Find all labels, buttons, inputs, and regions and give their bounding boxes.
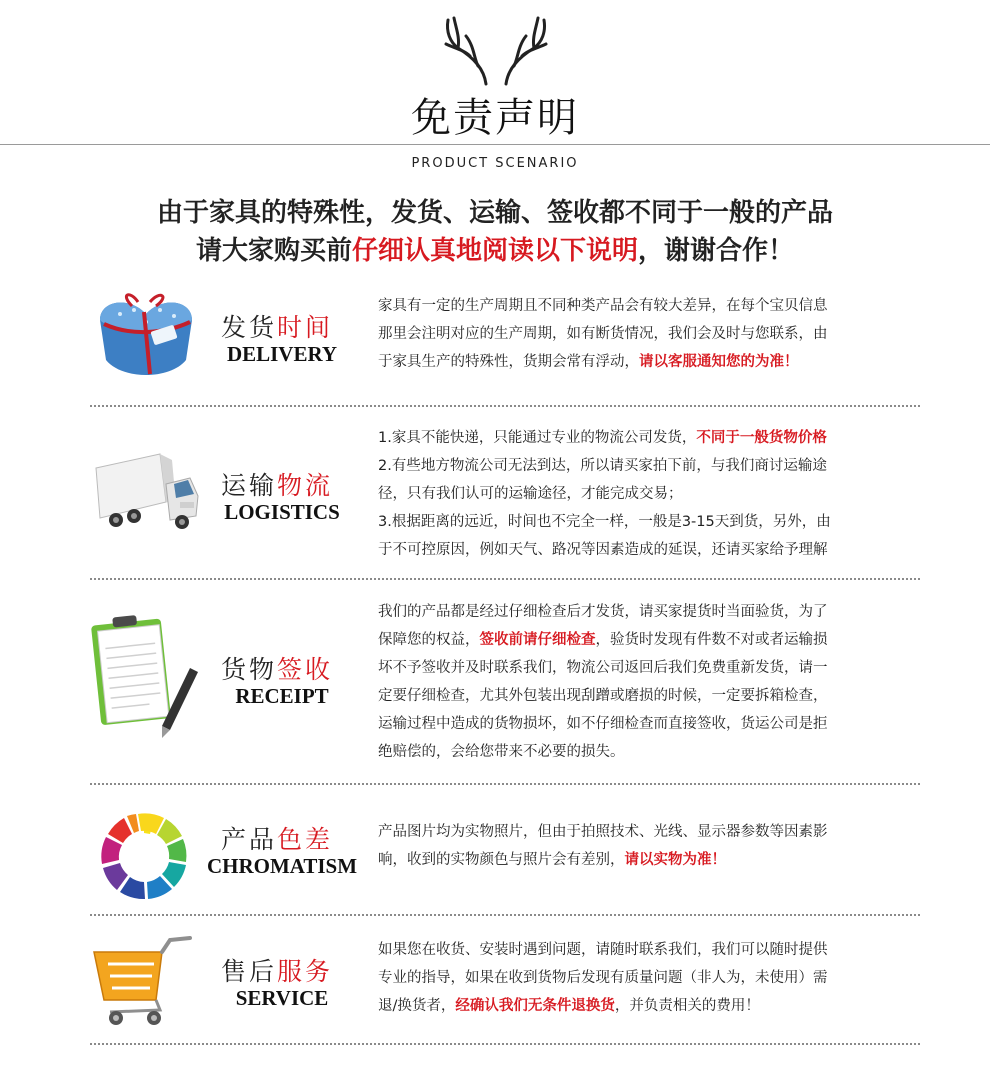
section-title-cn [208,466,346,502]
section-title-en: DELIVERY [226,342,338,366]
text-run: 绝赔偿的，会给您带来不必要的损失。 [378,744,625,760]
text-line [378,536,918,564]
section-title-cn-pre: 运输 [220,471,277,500]
text-line [378,598,918,626]
section-delivery [90,288,920,388]
text-line [378,738,918,766]
text-line [378,846,918,874]
text-highlight: 经确认我们无条件退换货 [455,998,615,1014]
text-run: 于家具生产的特殊性，货期会常有浮动， [378,354,639,370]
intro-line-2-highlight: 仔细认真地阅读以下说明 [351,236,638,266]
intro-line-2-post: ，谢谢合作！ [638,236,795,266]
text-run: 退/换货者， [378,998,456,1014]
page-title: 免责声明 [411,95,579,141]
section-service [90,930,920,1030]
section-title-en: RECEIPT [235,684,329,708]
dotted-divider [90,783,920,785]
text-line [378,964,918,992]
section-title-cn-highlight: 色差 [277,825,334,854]
text-line [378,818,918,846]
section-text [378,818,918,874]
text-run: 于不可控原因，例如天气、路况等因素造成的延误，还请买家给予理解 [378,542,828,558]
text-line [378,682,918,710]
section-receipt [90,598,920,768]
text-line [378,626,918,654]
text-run: 定要仔细检查，尤其外包装出现刮蹭或磨损的时候，一定要拆箱检查， [378,688,828,704]
page-header [0,0,990,180]
section-title-cn-highlight: 时间 [277,313,334,342]
text-run: 坏不予签收并及时联系我们，物流公司返回后我们免费重新发货，请一 [378,660,828,676]
gift-box-icon [90,290,202,386]
text-line [378,424,918,452]
section-title-cn-highlight: 物流 [277,471,334,500]
intro-line-2-pre: 请大家购买前 [195,236,352,266]
page-subtitle: PRODUCT SCENARIO [411,156,579,171]
section-title-cn-highlight: 服务 [277,957,334,986]
text-highlight: 不同于一般货物价格 [696,430,827,446]
text-highlight: 请以客服通知您的为准！ [639,354,799,370]
section-title-en: LOGISTICS [224,500,340,524]
dotted-divider [90,914,920,916]
text-run: 2.有些地方物流公司无法到达，所以请买家拍下前，与我们商讨运输途 [378,458,827,474]
text-line [378,348,918,376]
text-line [378,710,918,738]
text-line [378,452,918,480]
section-title-cn [208,820,346,856]
text-run: 那里会注明对应的生产周期，如有断货情况，我们会及时与您联系，由 [378,326,828,342]
text-run: 3.根据距离的远近，时间也不完全一样，一般是3-15天到货，另外，由 [378,514,831,530]
intro-line-2 [0,230,990,267]
text-line [378,320,918,348]
text-highlight: 请以实物为准！ [624,852,726,868]
section-title-cn [208,650,346,686]
section-logistics [90,424,920,564]
text-highlight: 签收前请仔细检查 [479,632,596,648]
header-divider [0,144,990,145]
text-line [378,292,918,320]
text-run: 家具有一定的生产周期且不同种类产品会有较大差异，在每个宝贝信息 [378,298,828,314]
section-text [378,424,918,564]
shopping-cart-icon [90,930,202,1030]
text-run: 产品图片均为实物照片，但由于拍照技术、光线、显示器参数等因素影 [378,824,828,840]
text-run: 1.家具不能快递，只能通过专业的物流公司发货， [378,430,697,446]
section-title-cn-pre: 发货 [220,313,277,342]
section-title-cn-highlight: 签收 [277,655,334,684]
antler-logo-icon [440,14,552,86]
clipboard-pen-icon [90,612,202,742]
text-run: 专业的指导，如果在收到货物后发现有质量问题（非人为，未使用）需 [378,970,828,986]
text-run: 我们的产品都是经过仔细检查后才发货，请买家提货时当面验货，为了 [378,604,828,620]
text-run: 径，只有我们认可的运输途径，才能完成交易； [378,486,683,502]
section-title-cn [208,308,346,344]
intro-line-1: 由于家具的特殊性，发货、运输、签收都不同于一般的产品 [156,198,833,228]
dotted-divider [90,405,920,407]
section-title-en: CHROMATISM [206,854,358,878]
text-line [378,508,918,536]
section-title-cn-pre: 货物 [220,655,277,684]
text-line [378,936,918,964]
section-text [378,936,918,1020]
text-run: 响，收到的实物颜色与照片会有差别， [378,852,625,868]
text-run: 保障您的权益， [378,632,480,648]
section-title-cn [208,952,346,988]
dotted-divider [90,1043,920,1045]
section-title-en: SERVICE [235,986,329,1010]
text-run: 运输过程中造成的货物损坏，如不仔细检查而直接签收，货运公司是拒 [378,716,828,732]
text-run: ，并负责相关的费用！ [614,998,760,1014]
section-title-cn-pre: 产品 [220,825,277,854]
section-text [378,598,918,766]
text-line [378,992,918,1020]
text-run: ，验货时发现有件数不对或者运输损 [595,632,828,648]
text-line [378,654,918,682]
truck-icon [90,444,202,544]
section-text [378,292,918,376]
text-run: 如果您在收货、安装时遇到问题，请随时联系我们，我们可以随时提供 [378,942,828,958]
color-wheel-icon [90,812,202,902]
section-title-cn-pre: 售后 [220,957,277,986]
text-line [378,480,918,508]
section-chromatism [90,812,920,902]
dotted-divider [90,578,920,580]
